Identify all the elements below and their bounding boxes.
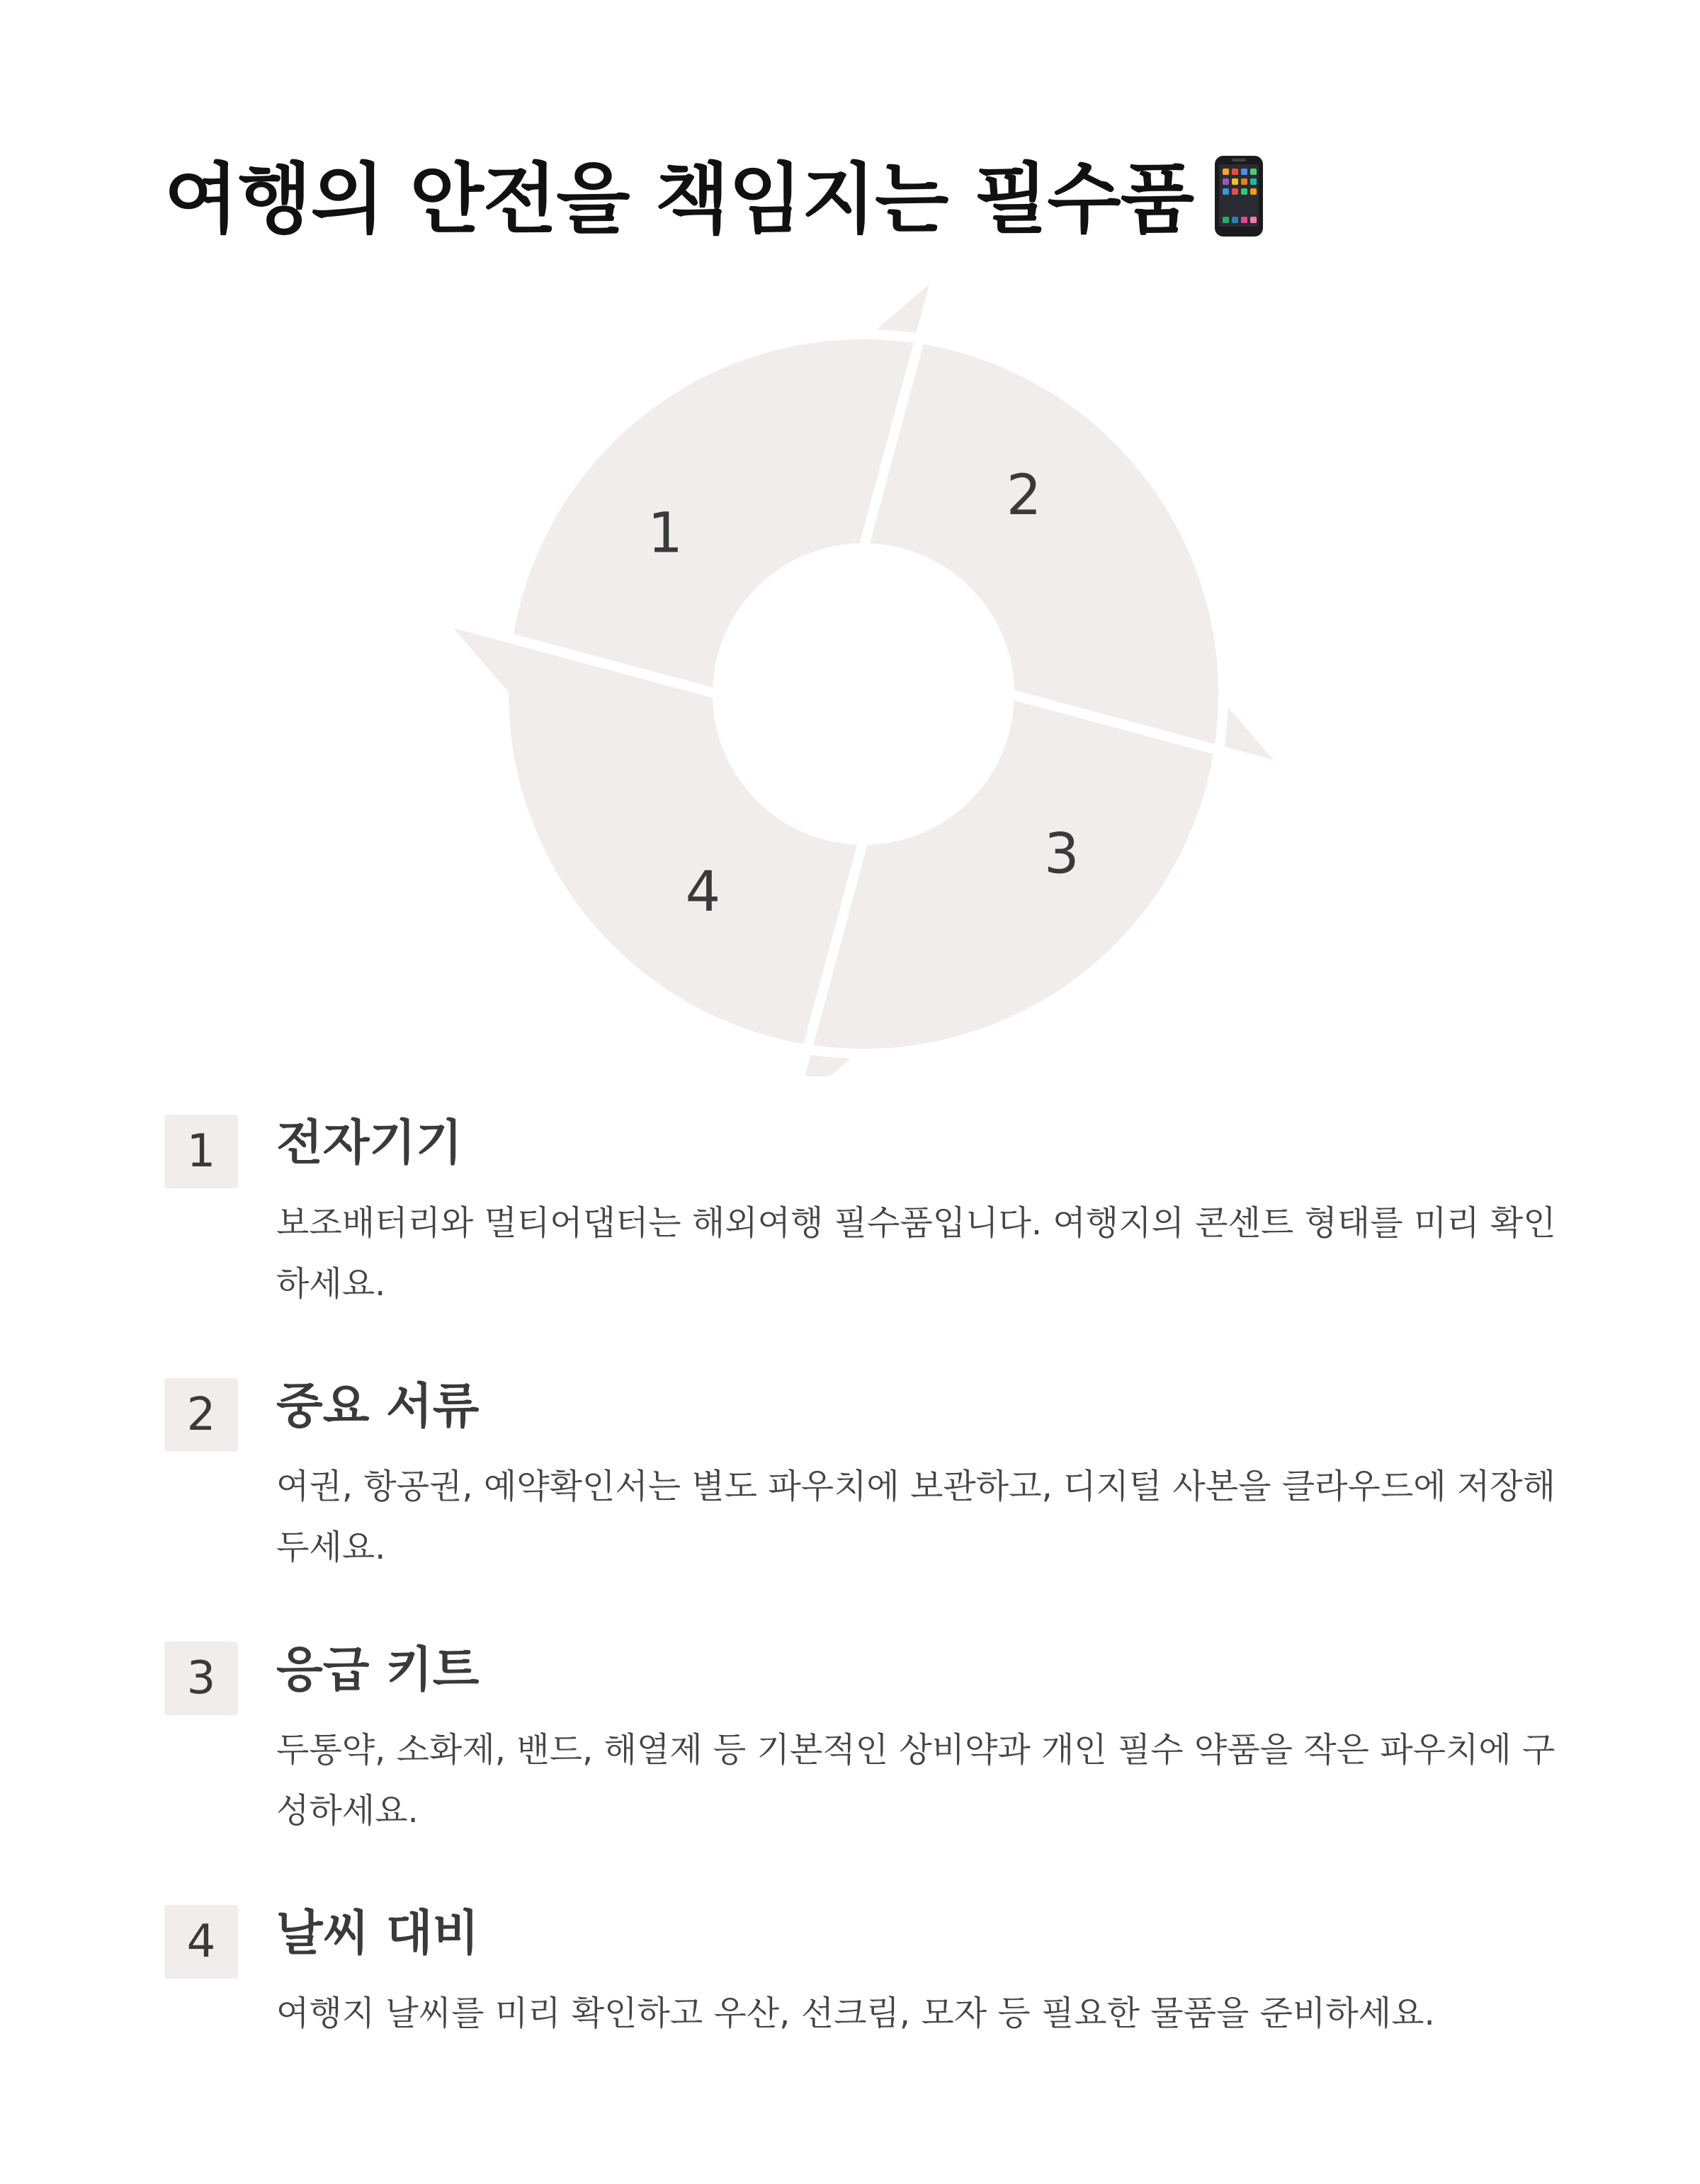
item-number-badge: 3 [164, 1642, 238, 1715]
cycle-segment-label-4: 4 [685, 860, 721, 924]
item-title: 중요 서류 [276, 1379, 480, 1435]
page-title-text: 여행의 안전을 책임지는 필수품 [164, 155, 1194, 244]
item-number-badge: 4 [164, 1905, 238, 1979]
cycle-segment-3 [788, 694, 1287, 1076]
cycle-segment-label-2: 2 [1006, 464, 1042, 528]
cycle-segment-4 [439, 619, 863, 1076]
item-number-badge: 2 [164, 1378, 238, 1452]
item-title: 전자기기 [276, 1115, 463, 1171]
cycle-diagram [0, 0, 1700, 1076]
item-number-badge: 1 [164, 1115, 238, 1188]
cycle-segment-label-1: 1 [647, 501, 684, 566]
item-description: 여권, 항공권, 예약확인서는 별도 파우치에 보관하고, 디지털 사본을 클라우드에 저장해두세요. [276, 1467, 1556, 1567]
item-title: 날씨 대비 [276, 1906, 480, 1962]
item-title: 응급 키트 [276, 1642, 480, 1698]
item-description: 두통약, 소화제, 밴드, 해열제 등 기본적인 상비약과 개인 필수 약품을 작은 파우치에 구성하세요. [276, 1730, 1556, 1831]
item-description: 보조배터리와 멀티어댑터는 해외여행 필수품입니다. 여행지의 콘센트 형태를 미리 확인하세요. [276, 1203, 1556, 1304]
cycle-segment-label-3: 3 [1043, 822, 1080, 887]
item-description: 여행지 날씨를 미리 확인하고 우산, 선크림, 모자 등 필요한 물품을 준비하세요. [276, 1994, 1435, 2033]
